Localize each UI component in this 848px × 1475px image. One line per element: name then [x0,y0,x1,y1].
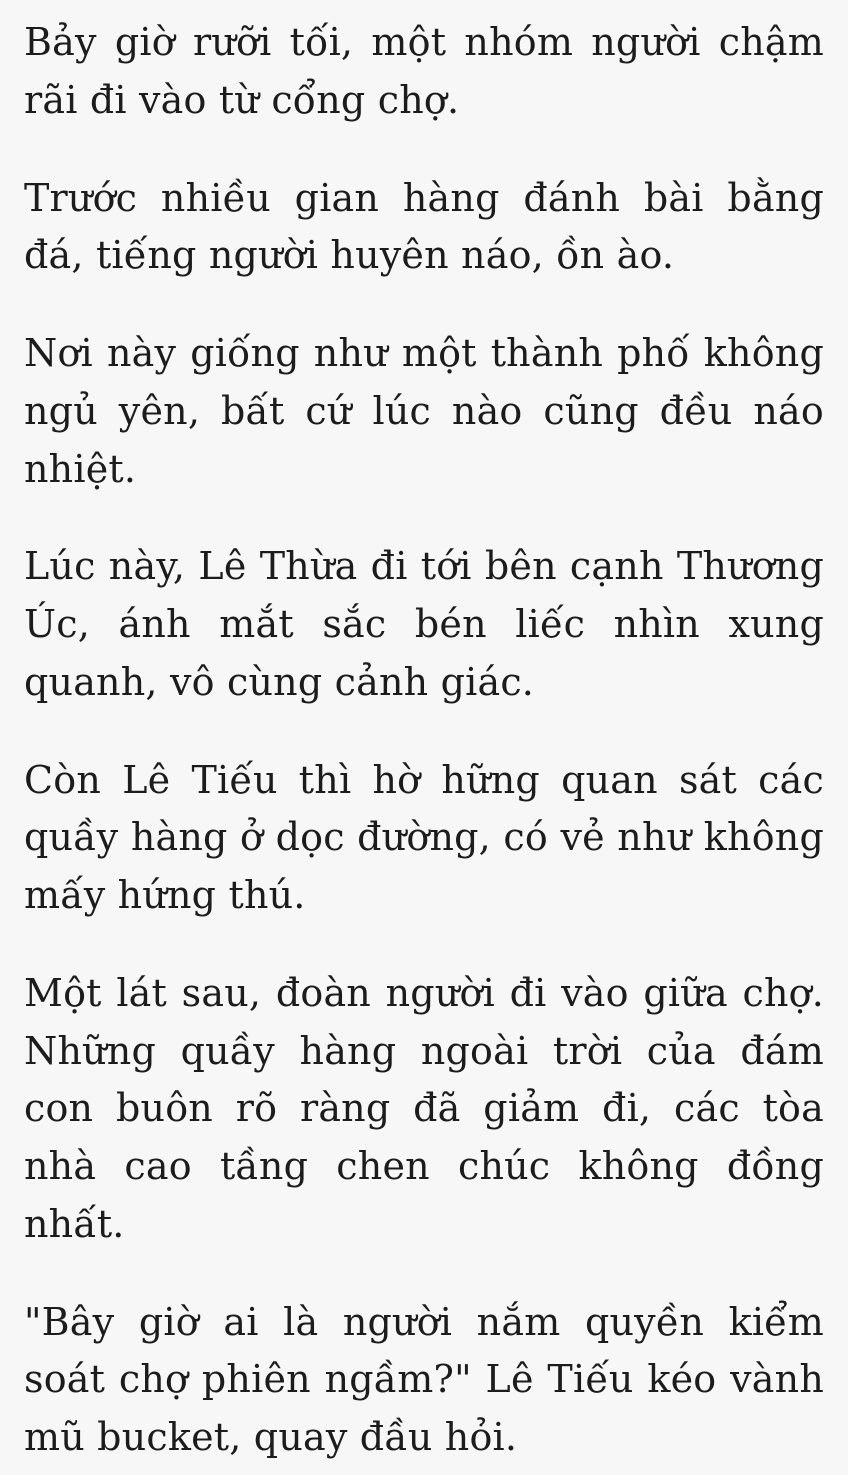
paragraph: Lúc này, Lê Thừa đi tới bên cạnh Thương Úc, ánh mắt sắc bén liếc nhìn xung quanh, vô cùng cảnh giác. [24,544,824,704]
paragraph: "Bây giờ ai là người nắm quyền kiểm soát chợ phiên ngầm?" Lê Tiếu kéo vành mũ bucket, quay đầu hỏi. [24,1299,824,1459]
paragraph: Nơi này giống như một thành phố không ngủ yên, bất cứ lúc nào cũng đều náo nhiệt. [24,331,824,491]
paragraph: Một lát sau, đoàn người đi vào giữa chợ. Những quầy hàng ngoài trời của đám con buôn rõ ràng đã giảm đi, các tòa nhà cao tầng chen chúc không đồng nhất. [24,970,824,1246]
paragraph: Trước nhiều gian hàng đánh bài bằng đá, tiếng người huyên náo, ồn ào. [24,175,824,278]
paragraph: Bảy giờ rưỡi tối, một nhóm người chậm rãi đi vào từ cổng chợ. [24,20,824,122]
paragraph: Còn Lê Tiếu thì hờ hững quan sát các quầy hàng ở dọc đường, có vẻ như không mấy hứng thú. [24,757,824,917]
